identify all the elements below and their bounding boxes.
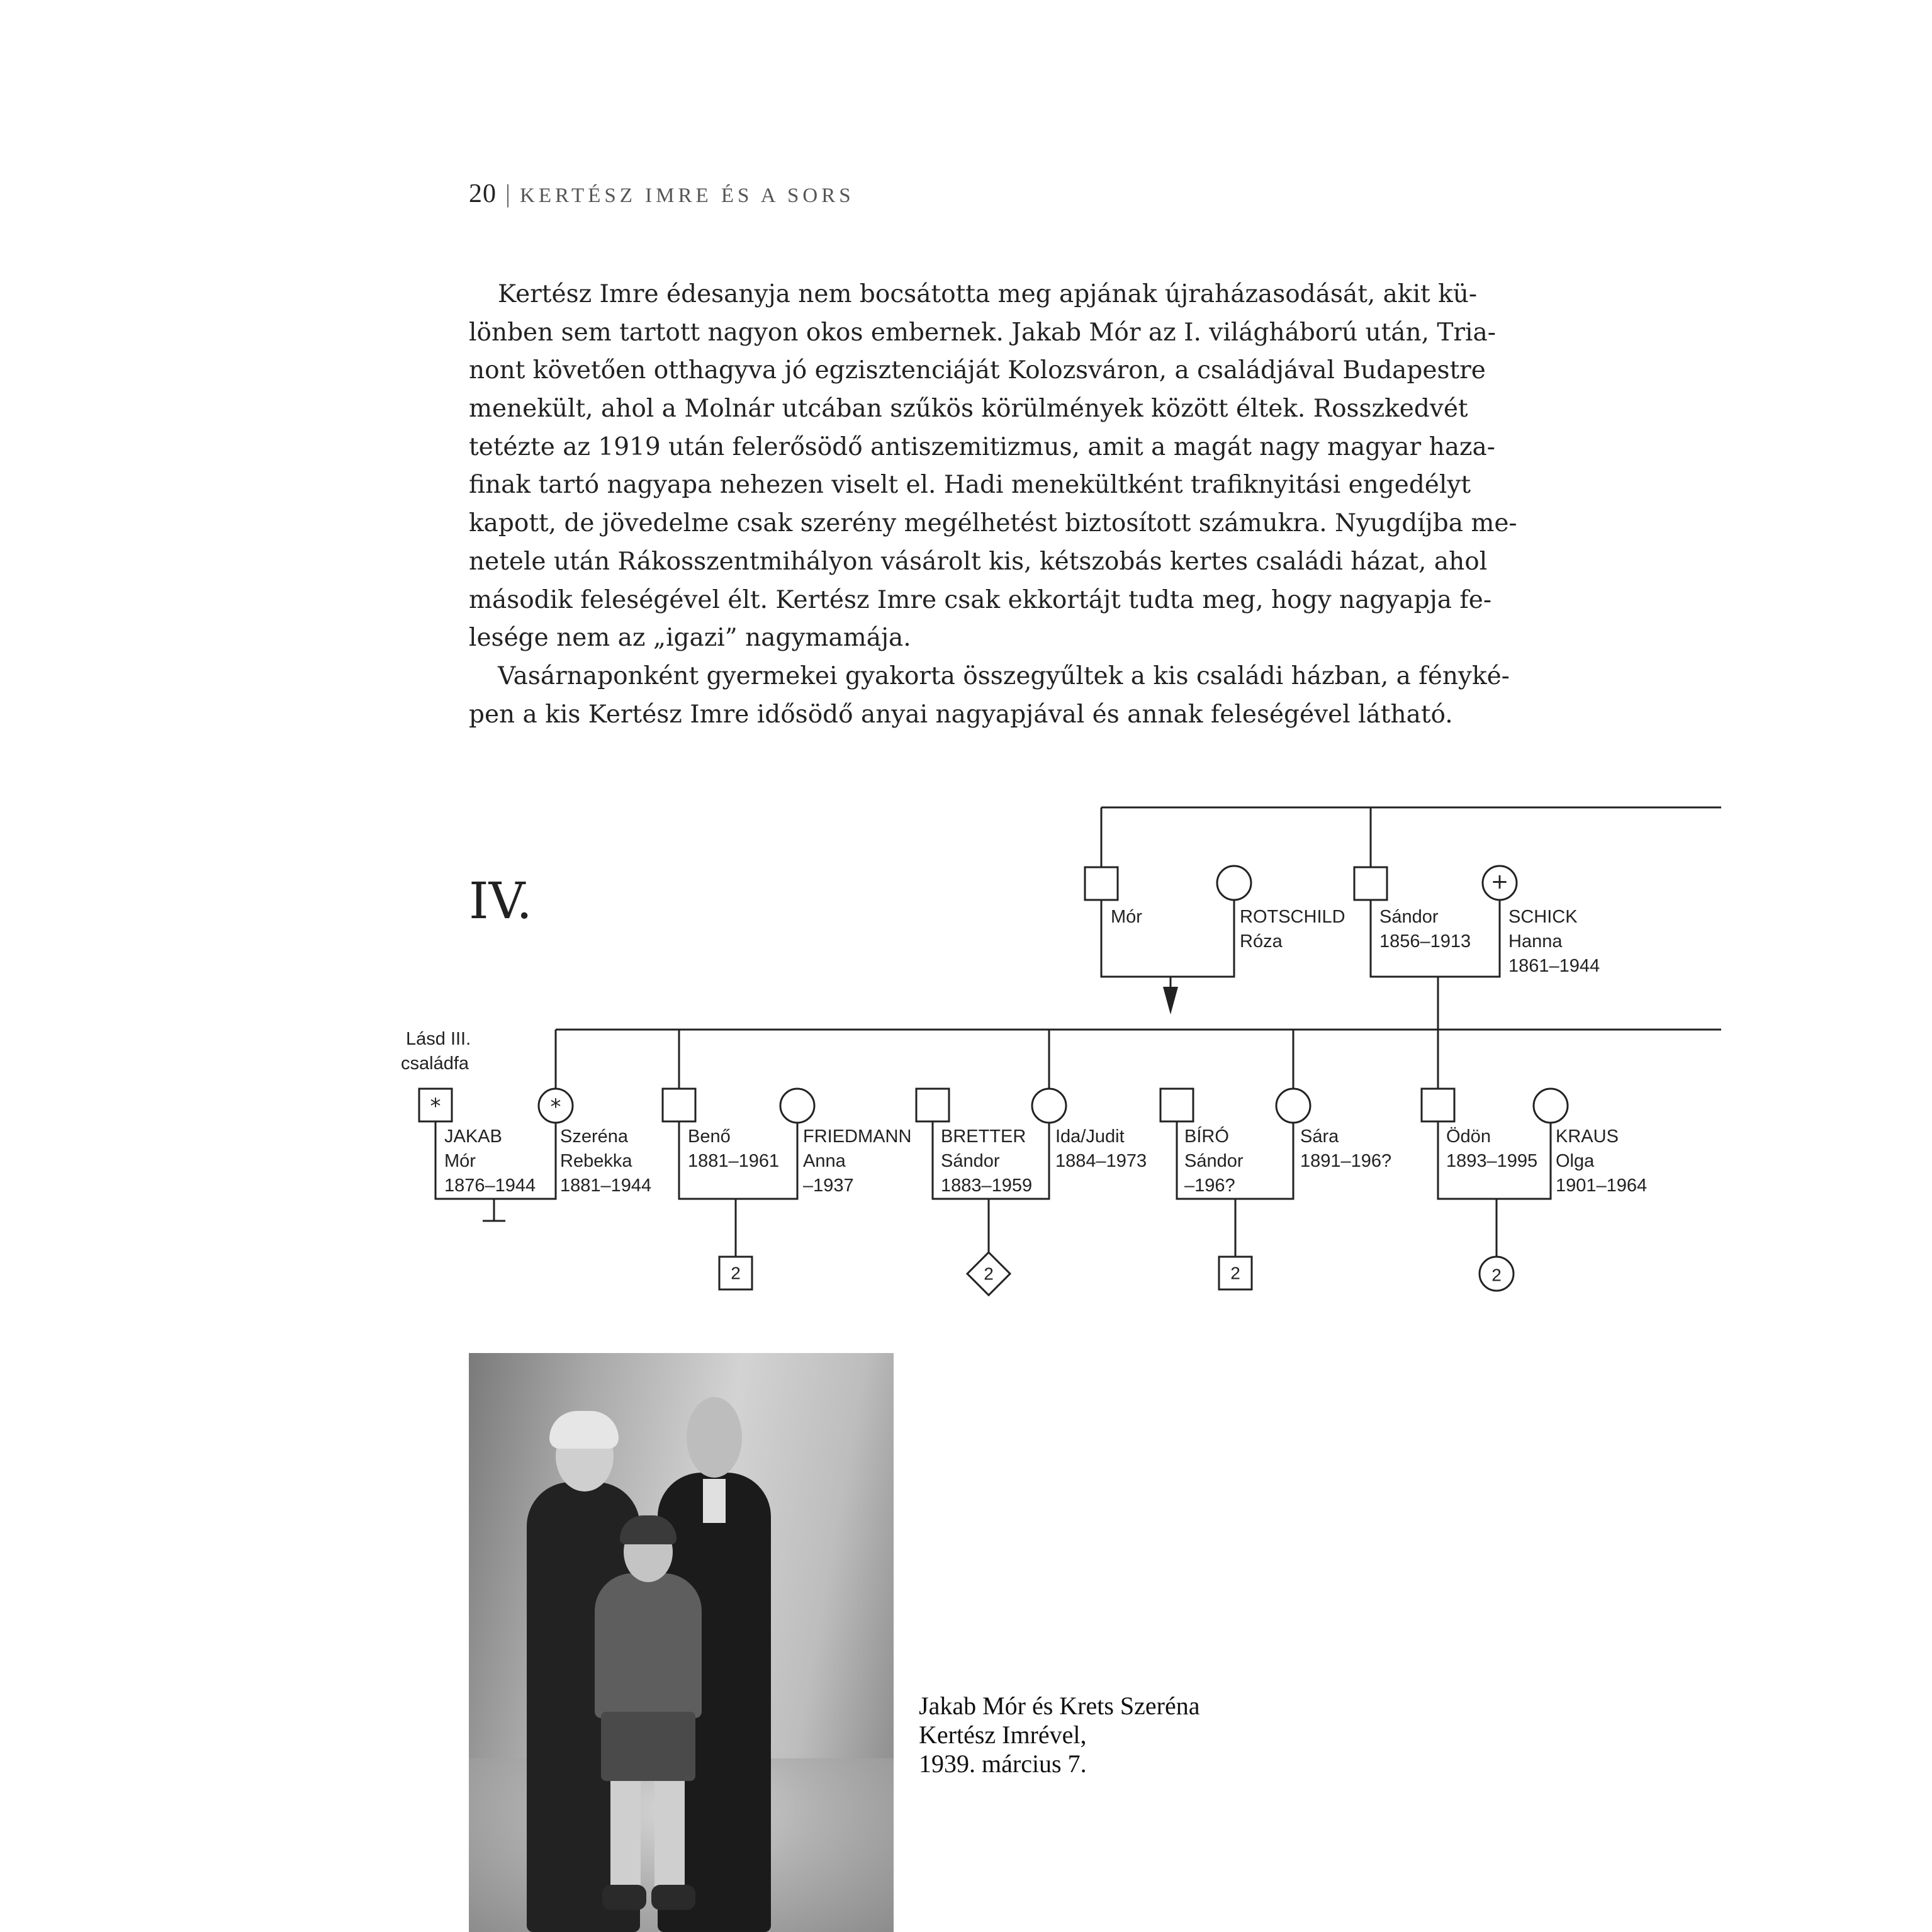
asterisk-icon: *	[430, 1094, 441, 1119]
female-symbol	[1534, 1089, 1568, 1123]
person-name: Ida/Judit	[1055, 1126, 1125, 1147]
body-line: lesége nem az „igazi” nagymamája.	[469, 624, 911, 653]
person-name: Sándor	[1184, 1151, 1244, 1171]
person-dates: 1881–1944	[560, 1176, 652, 1196]
person-name: Benő	[688, 1126, 731, 1147]
person-dates: –196?	[1184, 1176, 1235, 1196]
body-line: Vasárnaponként gyermekei gyakorta összegyűltek a kis családi házban, a fényké-	[498, 661, 1510, 690]
boy-shoe	[651, 1885, 695, 1910]
person-name: Mór	[1111, 907, 1142, 927]
photo-caption	[919, 1692, 1200, 1778]
person-name: SCHICK	[1508, 907, 1578, 927]
person-dates: 1893–1995	[1446, 1151, 1538, 1171]
person-dates: 1861–1944	[1508, 956, 1600, 976]
female-symbol	[1217, 866, 1251, 900]
book-title: KERTÉSZ IMRE ÉS A SORS	[520, 184, 855, 207]
person-name: Róza	[1240, 931, 1283, 952]
person-dates: –1937	[803, 1176, 854, 1196]
caption-line: Jakab Mór és Krets Szeréna	[919, 1692, 1200, 1720]
caption-line: 1939. március 7.	[919, 1749, 1087, 1778]
person-dates: 1901–1964	[1556, 1176, 1648, 1196]
male-symbol	[663, 1089, 695, 1121]
offspring-count: 2	[731, 1263, 741, 1283]
person-dates: 1881–1961	[688, 1151, 780, 1171]
asterisk-icon: *	[550, 1094, 561, 1120]
woman-hair	[549, 1411, 619, 1449]
person-name: Szeréna	[560, 1126, 629, 1147]
person-dates: 1883–1959	[941, 1176, 1033, 1196]
person-name: Sára	[1300, 1126, 1339, 1147]
offspring-count: 2	[1491, 1265, 1502, 1285]
family-photograph	[469, 1353, 894, 1932]
man-head	[687, 1397, 742, 1478]
body-line: netele után Rákosszentmihályon vásárolt kis, kétszobás kertes családi házat, ahol	[469, 547, 1488, 576]
person-name: Anna	[803, 1151, 846, 1171]
boy-sweater	[595, 1573, 702, 1718]
header-separator: |	[505, 179, 512, 208]
body-line: második feleségével élt. Kertész Imre csak ekkortájt tudta meg, hogy nagyapja fe-	[469, 585, 1492, 614]
person-name: KRAUS	[1556, 1126, 1619, 1147]
person-name: Ödön	[1446, 1126, 1491, 1147]
offspring-count: 2	[984, 1264, 994, 1284]
deceased-mark-icon: +	[1490, 869, 1509, 894]
tree-heading: IV.	[469, 872, 532, 930]
body-line: menekült, ahol a Molnár utcában szűkös körülmények között éltek. Rosszkedvét	[469, 395, 1468, 424]
male-symbol	[1085, 867, 1118, 900]
body-line: Kertész Imre édesanyja nem bocsátotta meg apjának újraházasodását, akit kü-	[498, 280, 1478, 308]
male-symbol	[1422, 1089, 1454, 1121]
person-dates: 1884–1973	[1055, 1151, 1147, 1171]
female-symbol	[780, 1089, 814, 1123]
female-symbol	[1032, 1089, 1066, 1123]
person-name: Sándor	[1379, 907, 1439, 927]
caption-line: Kertész Imrével,	[919, 1721, 1087, 1749]
person-name: FRIEDMANN	[803, 1126, 912, 1147]
person-name: Hanna	[1508, 931, 1563, 952]
person-name: BÍRÓ	[1184, 1126, 1229, 1147]
body-line: pen a kis Kertész Imre idősödő anyai nagyapjával és annak feleségével látható.	[469, 700, 1453, 729]
offspring-count: 2	[1230, 1263, 1240, 1283]
arrow-down-icon	[1163, 987, 1178, 1014]
body-line: nont követően otthagyva jó egzisztenciáját Kolozsváron, a családjával Budapestre	[469, 356, 1486, 385]
page-number: 20	[469, 179, 497, 208]
person-name: Mór	[444, 1151, 476, 1171]
person-name: Sándor	[941, 1151, 1000, 1171]
boy-leg	[654, 1781, 685, 1888]
person-name: Rebekka	[560, 1151, 632, 1171]
body-line: tetézte az 1919 után felerősödő antiszemitizmus, amit a magát nagy magyar haza-	[469, 432, 1495, 461]
person-name: JAKAB	[444, 1126, 502, 1147]
person-name: Olga	[1556, 1151, 1595, 1171]
person-dates: 1891–196?	[1300, 1151, 1392, 1171]
body-line: lönben sem tartott nagyon okos embernek. Jakab Mór az I. világháború után, Tria-	[469, 318, 1496, 347]
boy-shoe	[602, 1885, 646, 1910]
male-symbol	[916, 1089, 949, 1121]
reference-note: családfa	[401, 1053, 469, 1074]
female-symbol	[1276, 1089, 1310, 1123]
body-line: kapott, de jövedelme csak szerény megélhetést biztosított számukra. Nyugdíjba me-	[469, 509, 1517, 538]
body-line: finak tartó nagyapa nehezen viselt el. Hadi menekültként trafiknyitási engedélyt	[469, 471, 1471, 500]
boy-shorts	[601, 1712, 695, 1781]
person-dates: 1876–1944	[444, 1176, 536, 1196]
male-symbol	[1160, 1089, 1193, 1121]
man-collar	[703, 1479, 726, 1523]
person-name: BRETTER	[941, 1126, 1026, 1147]
boy-leg	[610, 1781, 641, 1888]
reference-note: Lásd III.	[406, 1029, 471, 1049]
person-name: ROTSCHILD	[1240, 907, 1345, 927]
male-symbol	[1354, 867, 1387, 900]
person-dates: 1856–1913	[1379, 931, 1471, 952]
